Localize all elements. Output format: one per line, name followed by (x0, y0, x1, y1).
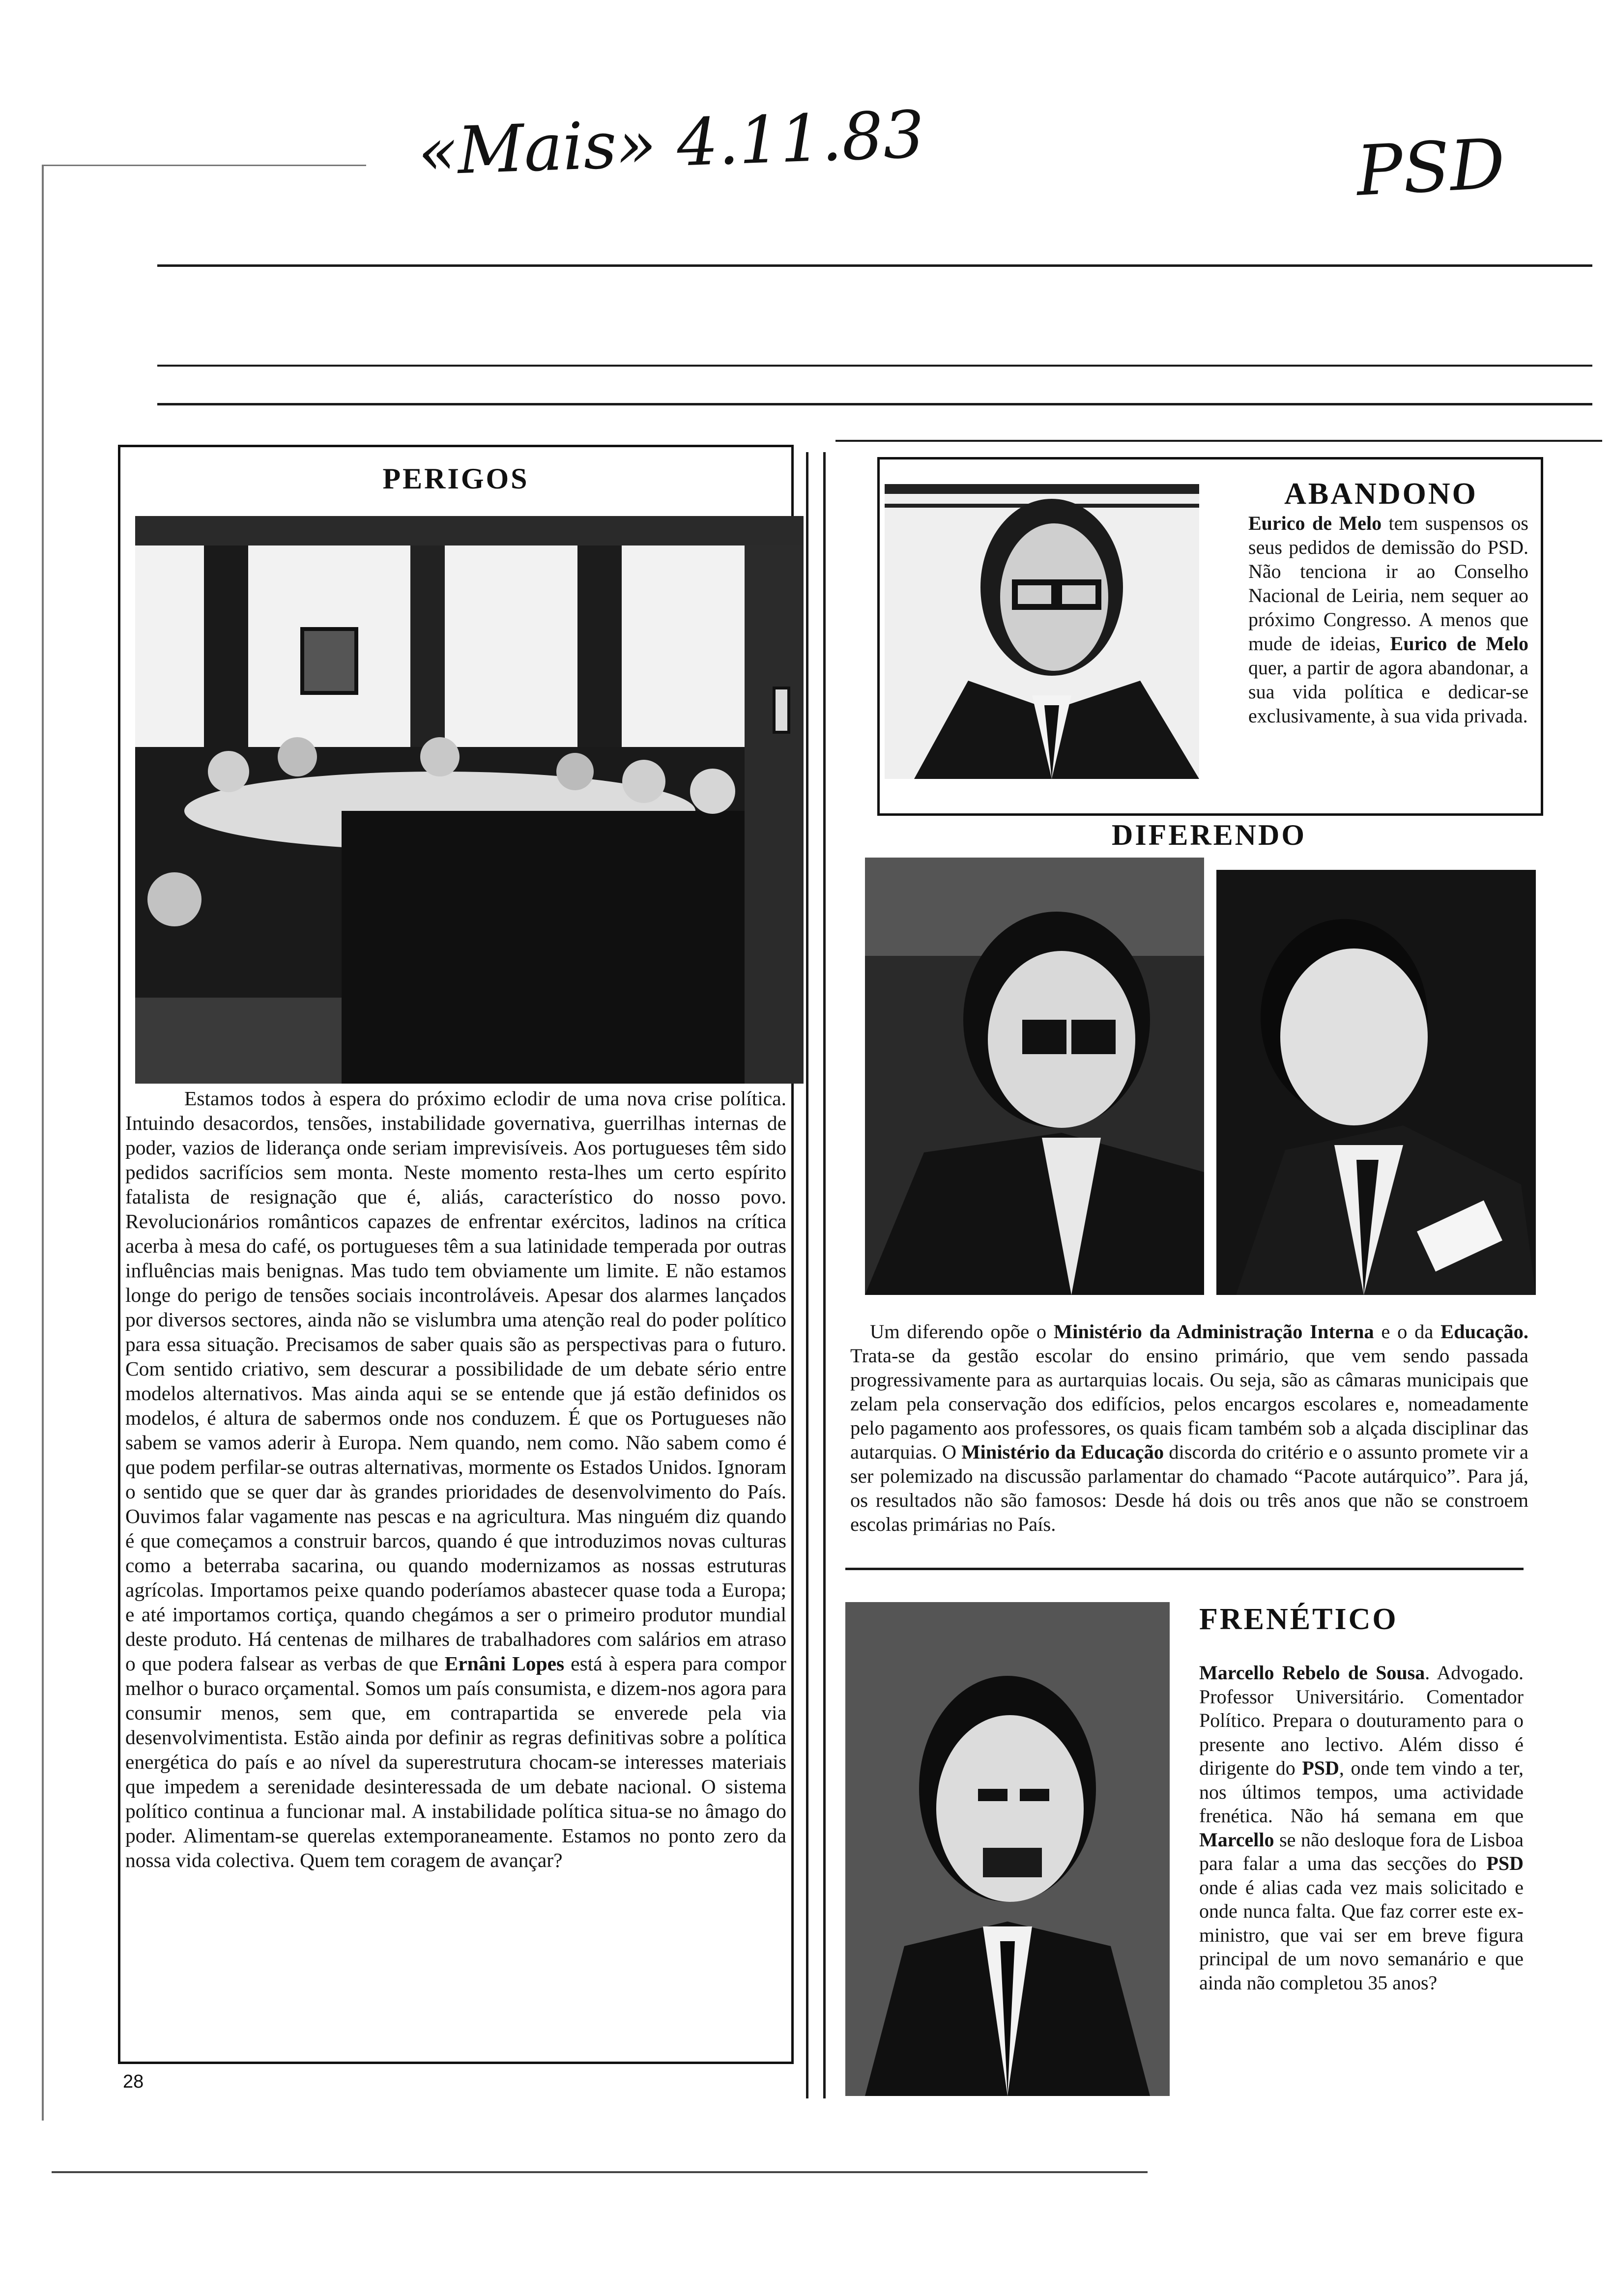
page-top-edge (42, 165, 366, 166)
page-number: 28 (123, 2071, 144, 2092)
abandono-headline: ABANDONO (1284, 477, 1478, 511)
diferendo-bottom-rule (845, 1568, 1524, 1570)
frenetico-headline: FRENÉTICO (1199, 1603, 1398, 1636)
column-divider-right (823, 452, 826, 2098)
top-rule-1 (157, 264, 1592, 267)
perigos-body: Estamos todos à espera do próximo eclodir de uma nova crise política. Intuindo desacordos, tensões, instabilidade governativa, guerrilhas internas de poder, vazios de liderança onde seriam imprevisíveis. Aos portugueses têm sido pedidos sacrifícios sem monta. Neste momento resta-lhes um certo espírito fatalista de resignação que é, aliás, característico do nosso povo. Revolucionários românticos capazes de enfrentar exércitos, ladinos na crítica acerba à mesa do café, os portugueses têm a sua latinidade temperada por outras influências mais benignas. Mas tudo tem obviamente um limite. E não estamos longe do perigo de tensões sociais incontroláveis. Apesar dos alarmes lançados por diversos sectores, ainda não se vislumbra uma atenção real do poder político para essa situação. Precisamos de saber quais são as perspectivas para o futuro. Com sentido criativo, sem descurar a possibilidade de um debate sério entre modelos alternativos. Mas ainda aqui se se entende que já estão definidos os modelos, é altura de sabermos onde nos conduzem. É que os Portugueses não sabem se vamos aderir à Europa. Nem quando, nem como. Não sabem como é que podem perfilar-se outras alternativas, mormente os Estados Unidos. Ignoram o sentido que se quer dar às grandes prioridades de desenvolvimento do País. Ouvimos falar vagamente nas pescas e na agricultura. Mas ninguém diz quando é que começamos a construir barcos, quando é que introduzimos novas culturas como a beterraba sacarina, ou quando modernizamos as nossas estruturas agrícolas. Importamos peixe quando poderíamos abastecer quase toda a Europa; e até importamos cortiça, quando chegámos a ser o primeiro produtor mundial deste produto. Há centenas de milhares de trabalhadores com salários em atraso o que podera falsear as verbas de que Ernâni Lopes está à espera para compor melhor o buraco orçamental. Somos um país consumista, e dizem-nos agora para consumir menos, sem que, em contrapartida se enverede pela via desenvolvimentista. Estão ainda por definir as regras definitivas sobre a política energética do país e ao nível da superestrutura chocam-se interesses materiais que impedem a serenidade desinteressada de um debate nacional. O sistema político continua a funcionar mal. A instabilidade política situa-se no âmago do poder. Alimentam-se querelas extemporaneamente. Estamos no ponto zero da nossa vida colectiva. Quem tem coragem de avançar? (125, 1087, 786, 1871)
handwritten-party-tag: PSD (1354, 124, 1507, 212)
top-rule-2 (157, 365, 1592, 367)
diferendo-headline: DIFERENDO (1111, 819, 1307, 851)
abandono-body: Eurico de Melo tem suspensos os seus pedidos de demissão do PSD. Não tenciona ir ao Conselho Nacional de Leiria, nem sequer ao próximo Congresso. A menos que mude de ideias, Eurico de Melo quer, a partir de agora abandonar, a sua vida política e dedicar-se exclusivamente, à sua vida privada. (1248, 512, 1529, 727)
diferendo-body: Um diferendo opõe o Ministério da Administração Interna e o da Educação. Trata-se da gestão escolar do ensino primário, que vem sendo passada progressivamente para as aurtarquias locais. Ou seja, são as câmaras municipais que zelam pela conservação dos edifícios, pelos encargos escolares e, nomeadamente pelo pagamento aos professores, os quais ficam também sob a alçada disciplinar das autarquias. O Ministério da Educação discorda do critério e o assunto promete vir a ser polemizado na discussão parlamentar do chamado “Pacote autárquico”. Para já, os resultados não são famosos: Desde há dois ou três anos que não se constroem escolas primárias no País. (850, 1320, 1529, 1535)
right-column-top-rule (835, 440, 1602, 442)
diferendo-portrait-left (865, 858, 1204, 1295)
top-rule-3 (157, 403, 1592, 405)
diferendo-portrait-right (1216, 870, 1536, 1295)
handwritten-source-date: «Mais» 4.11.83 (416, 97, 926, 190)
perigos-headline: PERIGOS (382, 462, 529, 495)
meeting-photo (135, 516, 804, 1084)
eurico-de-melo-portrait (885, 484, 1199, 779)
frenetico-body: Marcello Rebelo de Sousa. Advogado. Professor Universitário. Comentador Político. Prepara o douturamento para o presente ano lectivo. Além disso é dirigente do PSD, onde tem vindo a ter, nos últimos tempos, uma actividade frenética. Não há semana em que Marcello se não desloque fora de Lisboa para falar a uma das secções do PSD onde é alias cada vez mais solicitado e onde nunca falta. Que faz correr este ex-ministro, que vai ser em breve figura principal de um novo semanário e que ainda não completou 35 anos? (1199, 1662, 1524, 1994)
marcello-rebelo-de-sousa-portrait (845, 1602, 1170, 2096)
bottom-edge-rule (52, 2171, 1148, 2173)
column-divider-left (806, 452, 808, 2098)
page-left-edge (42, 165, 44, 2121)
